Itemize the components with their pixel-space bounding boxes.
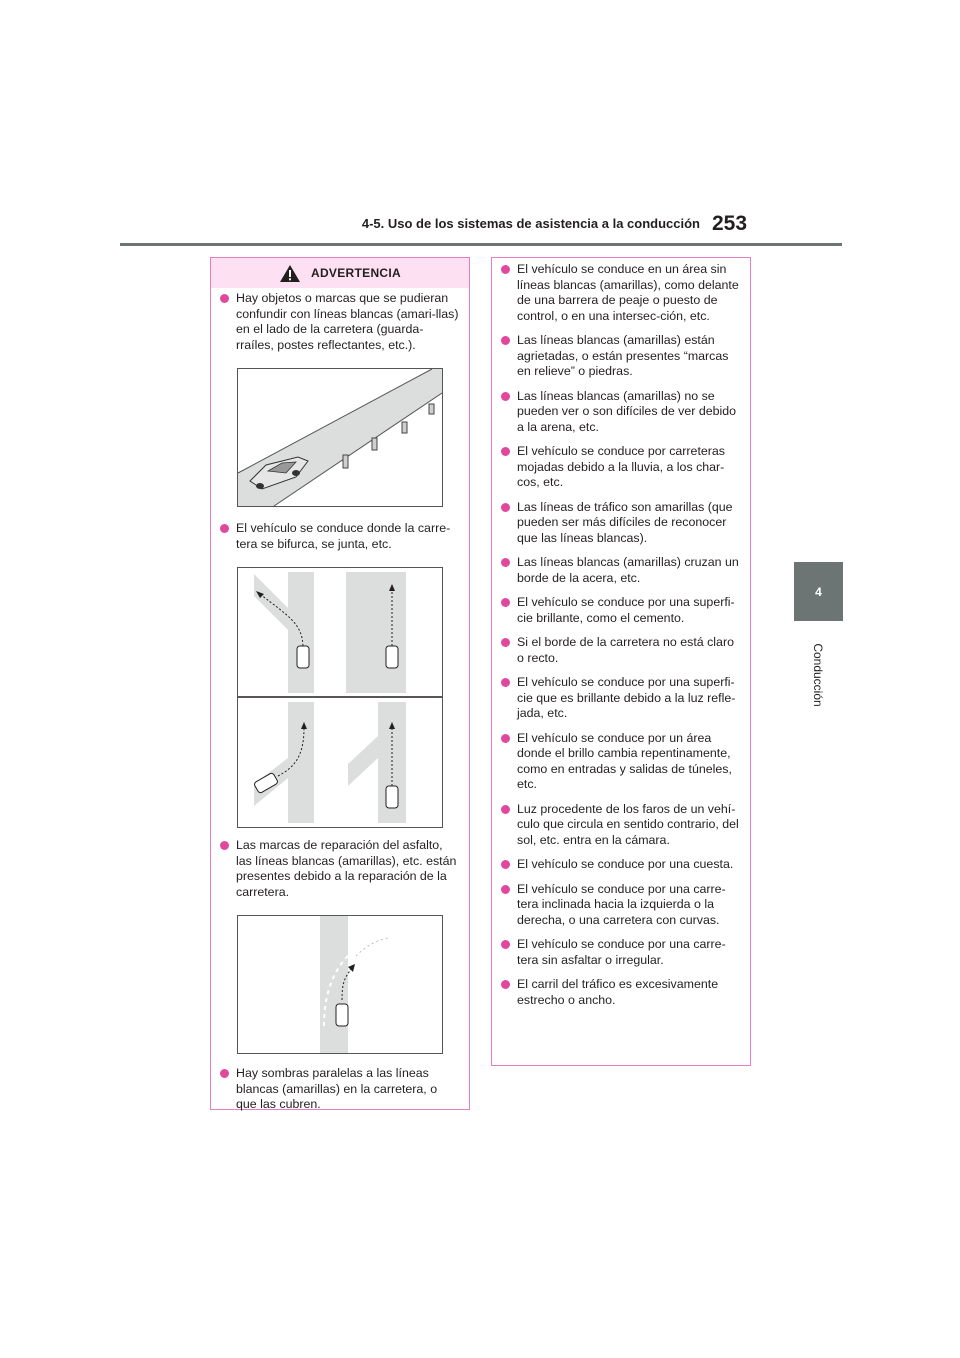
warning-triangle-icon <box>279 264 301 283</box>
list-item: Las líneas de tráfico son amarillas (que pueden ser más difíciles de reconocer que las líneas blancas). <box>500 500 740 547</box>
fork-merge-figure <box>237 567 443 828</box>
page-number: 253 <box>712 212 748 235</box>
list-item: El vehículo se conduce por una carre-tera sin asfaltar o irregular. <box>500 937 740 968</box>
list-item: El vehículo se conduce donde la carre-tera se bifurca, se junta, etc. <box>219 521 459 552</box>
car-icon <box>253 772 278 793</box>
section-title: 4-5. Uso de los sistemas de asistencia a la conducción <box>361 216 700 231</box>
car-icon <box>297 646 309 668</box>
list-item: Hay objetos o marcas que se pudieran confundir con líneas blancas (amari-llas) en el lado de la carretera (guarda-rraíles, postes reflectantes, etc.). <box>219 291 459 353</box>
list-item: El vehículo se conduce por una cuesta. <box>500 857 740 873</box>
list-item: Luz procedente de los faros de un vehí-culo que circula en sentido contrario, del sol, etc. entra en la cámara. <box>500 802 740 849</box>
list-item: El vehículo se conduce por una superfi-cie brillante, como el cemento. <box>500 595 740 626</box>
list-item: Hay sombras paralelas a las líneas blancas (amarillas) en la carretera, o que las cubren. <box>219 1066 459 1113</box>
chapter-tab[interactable] <box>794 562 843 621</box>
car-icon <box>386 786 398 808</box>
list-item: Las líneas blancas (amarillas) cruzan un borde de la acera, etc. <box>500 555 740 586</box>
list-item: El vehículo se conduce por un área donde el brillo cambia repentinamente, como en entradas y salidas de túneles, etc. <box>500 731 740 793</box>
car-icon <box>386 646 398 668</box>
chapter-label: Conducción <box>811 643 825 707</box>
warning-title: ADVERTENCIA <box>311 266 401 280</box>
list-item: Si el borde de la carretera no está claro o recto. <box>500 635 740 666</box>
list-item: El vehículo se conduce por carreteras mojadas debido a la lluvia, a los char-cos, etc. <box>500 444 740 491</box>
warning-box-left <box>210 257 470 1110</box>
list-item: El vehículo se conduce en un área sin líneas blancas (amarillas), como delante de una barrera de peaje o puesto de control, o en una intersec-ción, etc. <box>500 262 740 324</box>
warning-box-right <box>491 257 751 1066</box>
header-rule <box>120 243 842 246</box>
list-item: El carril del tráfico es excesivamente estrecho o ancho. <box>500 977 740 1008</box>
list-item: Las marcas de reparación del asfalto, las líneas blancas (amarillas), etc. están presentes debido a la reparación de la carretera. <box>219 838 459 900</box>
warning-header <box>211 258 469 288</box>
chapter-number: 4 <box>815 584 822 599</box>
car-icon <box>336 1004 348 1026</box>
asphalt-repair-figure <box>237 915 443 1054</box>
list-item: Las líneas blancas (amarillas) no se pueden ver o son difíciles de ver debido a la arena, etc. <box>500 389 740 436</box>
list-item: Las líneas blancas (amarillas) están agrietadas, o están presentes “marcas en relieve” o piedras. <box>500 333 740 380</box>
list-item: El vehículo se conduce por una superfi-cie que es brillante debido a la luz refle-jada, etc. <box>500 675 740 722</box>
guardrail-figure <box>237 368 443 507</box>
list-item: El vehículo se conduce por una carre-tera inclinada hacia la izquierda o la derecha, o una carretera con curvas. <box>500 882 740 929</box>
